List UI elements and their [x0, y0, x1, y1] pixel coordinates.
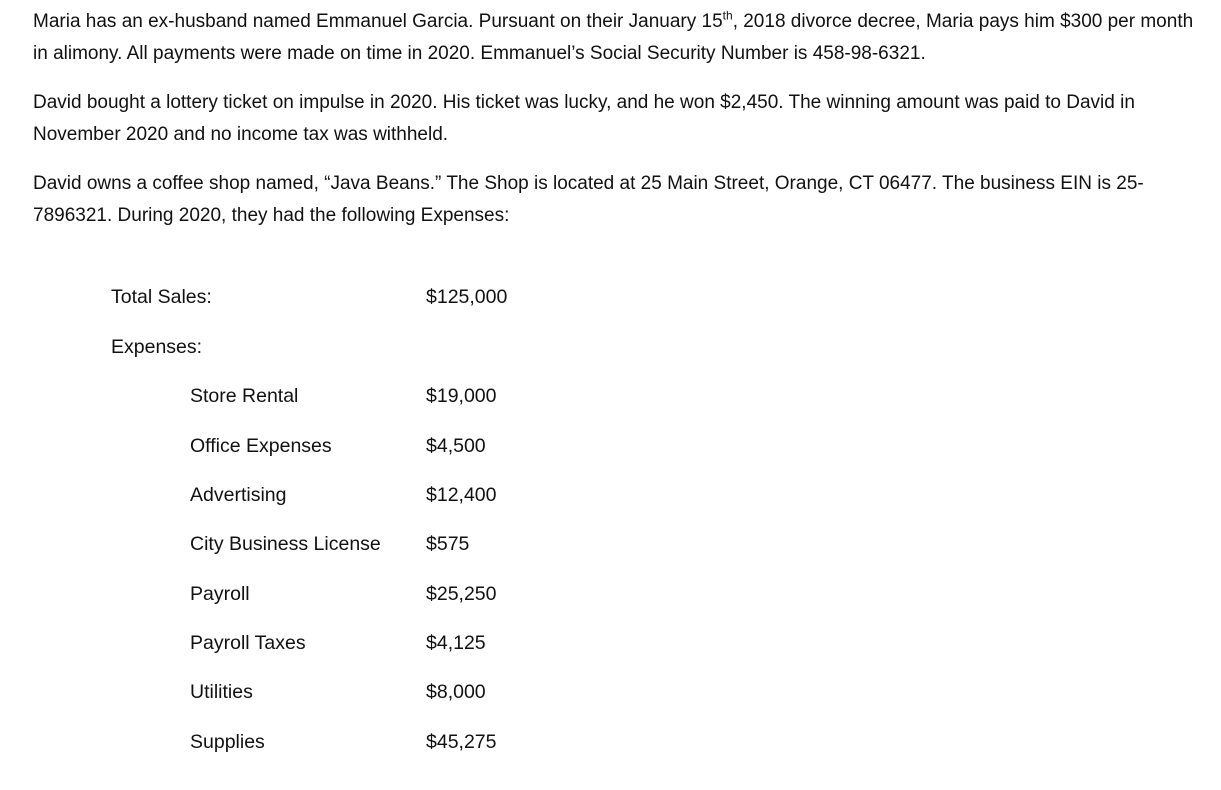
expense-label: Store Rental	[190, 385, 299, 407]
expense-value: $575	[426, 533, 470, 555]
expense-label: Supplies	[190, 731, 265, 753]
expense-value: $8,000	[426, 681, 486, 703]
expense-value: $4,125	[426, 632, 486, 654]
expense-label: Advertising	[190, 484, 287, 506]
document-body	[33, 6, 1213, 232]
expense-value: $12,400	[426, 484, 497, 506]
paragraph-maria-alimony	[33, 6, 1213, 70]
paragraph-lottery: David bought a lottery ticket on impulse in 2020. His ticket was lucky, and he won $2,450. The winning amount was paid to David in November 2020 and no income tax was withheld.	[33, 92, 1135, 145]
expenses-heading: Expenses:	[111, 336, 203, 358]
paragraph-maria-text-end: , 2018 divorce decree, Maria pays him $300 per month in alimony. All payments were made on time in 2020. Emmanuel’s Social Security Number is 458-98-6321.	[33, 11, 1194, 64]
expense-value: $4,500	[426, 435, 486, 457]
ordinal-superscript: th	[722, 8, 733, 23]
total-sales-label: Total Sales:	[111, 286, 212, 308]
expense-value: $25,250	[426, 583, 497, 605]
expense-label: City Business License	[190, 533, 381, 555]
expense-label: Payroll	[190, 583, 250, 605]
expense-value: $19,000	[426, 385, 497, 407]
total-sales-value: $125,000	[426, 286, 508, 308]
expense-value: $45,275	[426, 731, 497, 753]
paragraph-coffee-shop: David owns a coffee shop named, “Java Beans.” The Shop is located at 25 Main Street, Orange, CT 06477. The business EIN is 25-7896321. During 2020, they had the following Expenses:	[33, 173, 1144, 226]
expense-label: Office Expenses	[190, 435, 332, 457]
expense-label: Payroll Taxes	[190, 632, 306, 654]
paragraph-maria-text-start: Maria has an ex-husband named Emmanuel Garcia. Pursuant on their January 15	[33, 11, 723, 32]
expense-label: Utilities	[190, 681, 253, 703]
